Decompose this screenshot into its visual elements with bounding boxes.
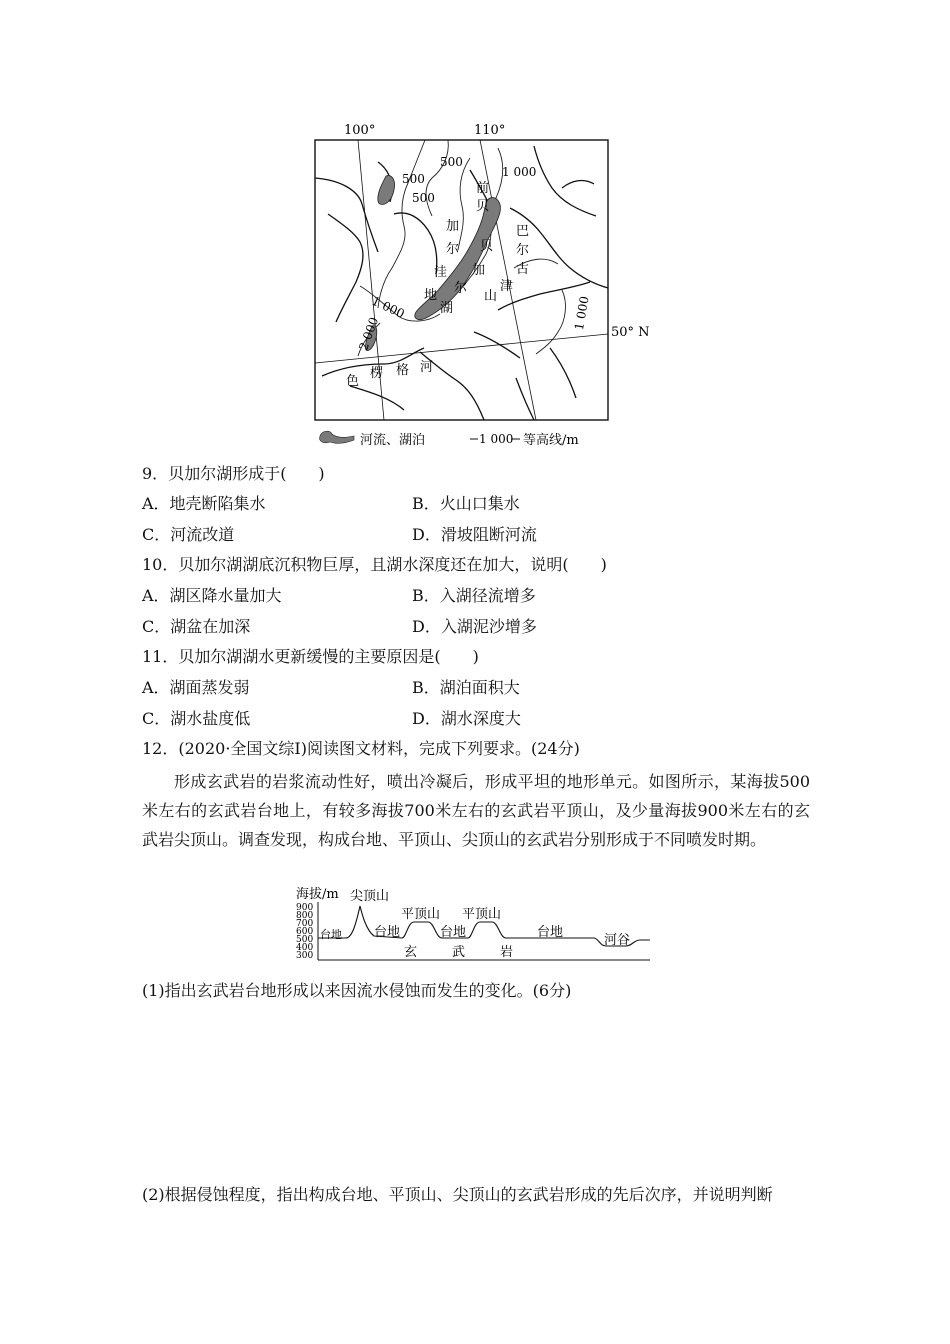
question-10 [142, 555, 607, 575]
baikal-map-figure [300, 118, 650, 456]
lat-label-50n: 50° N [611, 325, 650, 340]
question-number: 9． [142, 464, 169, 483]
question-stem: 贝加尔湖形成于( ) [168, 464, 325, 483]
contour-label: 500 [440, 155, 463, 169]
contour-label: 500 [402, 172, 425, 186]
question-12 [142, 739, 580, 759]
contour-label: 1 000 [502, 165, 537, 179]
legend-water-symbol [320, 431, 354, 443]
q12-sub2: (2)根据侵蚀程度，指出构成台地、平顶山、尖顶山的玄武岩形成的先后次序，并说明判断 [142, 1185, 773, 1204]
option[interactable]: B．火山口集水 [412, 494, 520, 513]
option[interactable]: B．入湖径流增多 [412, 586, 536, 605]
ytick: 800 [296, 911, 314, 921]
option[interactable]: C．湖盆在加深 [142, 617, 251, 636]
label-basalt: 武 [452, 945, 466, 960]
option[interactable]: C．湖水盐度低 [142, 709, 251, 728]
question-stem: 贝加尔湖湖水更新缓慢的主要原因是( ) [178, 647, 479, 666]
material-paragraph: 形成玄武岩的岩浆流动性好，喷出冷凝后，形成平坦的地形单元。如图所示，某海拔500米左右的玄武岩台地上，有较多海拔700米左右的玄武岩平顶山，及少量海拔900米左右的玄武岩尖顶山。调查发现，构成台地、平顶山、尖顶山的玄武岩分别形成于不同喷发时期。 [142, 772, 810, 849]
option[interactable]: A．湖区降水量加大 [142, 586, 282, 605]
legend-water-label: 河流、湖泊 [360, 433, 426, 448]
option[interactable]: D．入湖泥沙增多 [412, 617, 537, 636]
profile-ylabel: 海拔/m [296, 887, 339, 902]
label-selenga: 格 [396, 363, 410, 378]
ytick: 300 [296, 951, 314, 961]
small-lake-west [378, 176, 395, 205]
profile-yticks [296, 903, 313, 961]
label-baikal-region: 尔 [446, 242, 460, 257]
place-labels [346, 181, 529, 389]
label-valley: 河谷 [604, 933, 631, 948]
legend-contour-label: 等高线/m [523, 433, 579, 448]
label-barguzin: 尔 [516, 243, 530, 258]
label-baikal-lake: 湖 [440, 301, 454, 316]
question-11 [142, 647, 479, 667]
question-number: 10． [142, 555, 179, 574]
label-barguzin: 津 [500, 279, 514, 294]
label-front-baikal: 前 [476, 181, 490, 196]
option[interactable]: C．河流改道 [142, 525, 235, 544]
label-baikal-lake: 加 [472, 263, 486, 278]
ytick: 700 [296, 919, 314, 929]
question-stem: 贝加尔湖湖底沉积物巨厚，且湖水深度还在加大，说明( ) [178, 555, 607, 574]
label-baikal-region: 洼 [434, 265, 448, 280]
ytick: 900 [296, 903, 314, 913]
label-barguzin: 巴 [516, 224, 530, 239]
label-platform: 台地 [374, 925, 401, 940]
label-platform: 台地 [320, 928, 342, 941]
label-basalt: 玄 [404, 945, 418, 960]
basalt-profile-diagram [294, 884, 654, 964]
label-mesa: 平顶山 [401, 907, 441, 922]
contour-label: 500 [412, 191, 435, 205]
label-selenga: 楞 [370, 366, 384, 381]
q12-material [142, 767, 810, 854]
label-front-baikal: 贝 [476, 199, 490, 214]
contour-label: 2 000 [356, 315, 382, 353]
label-basalt: 岩 [500, 945, 514, 960]
label-barguzin: 古 [516, 262, 530, 277]
label-mesa: 平顶山 [462, 907, 502, 922]
legend-contour-sample: 1 000 [479, 432, 514, 446]
contour-label: 1 000 [571, 295, 592, 332]
question-number: 11． [142, 647, 179, 666]
ytick: 600 [296, 927, 314, 937]
map-legend [320, 431, 579, 448]
label-barguzin: 山 [484, 289, 498, 304]
option[interactable]: D．湖水深度大 [412, 709, 521, 728]
label-selenga: 河 [420, 360, 434, 375]
label-platform: 台地 [440, 925, 467, 940]
lon-label-100: 100° [344, 123, 376, 138]
label-baikal-lake: 尔 [454, 281, 468, 296]
question-number: 12． [142, 739, 179, 758]
profile-labels [320, 888, 630, 960]
label-baikal-region: 加 [446, 219, 460, 234]
option[interactable]: B．湖泊面积大 [412, 678, 520, 697]
label-baikal-region: 地 [424, 288, 438, 303]
contour-label: 1 000 [369, 293, 407, 322]
label-platform: 台地 [537, 925, 564, 940]
ytick: 400 [296, 943, 314, 953]
question-stem: (2020·全国文综Ⅰ)阅读图文材料，完成下列要求。(24分) [178, 739, 580, 758]
q12-sub1: (1)指出玄武岩台地形成以来因流水侵蚀而发生的变化。(6分) [142, 981, 572, 1000]
ytick: 500 [296, 935, 314, 945]
lon-label-110: 110° [474, 123, 506, 138]
question-9 [142, 464, 325, 484]
option[interactable]: A．地壳断陷集水 [142, 494, 266, 513]
option[interactable]: D．滑坡阻断河流 [412, 525, 537, 544]
option[interactable]: A．湖面蒸发弱 [142, 678, 250, 697]
label-baikal-lake: 贝 [480, 239, 494, 254]
label-peak: 尖顶山 [350, 889, 390, 904]
label-selenga: 色 [346, 374, 360, 389]
